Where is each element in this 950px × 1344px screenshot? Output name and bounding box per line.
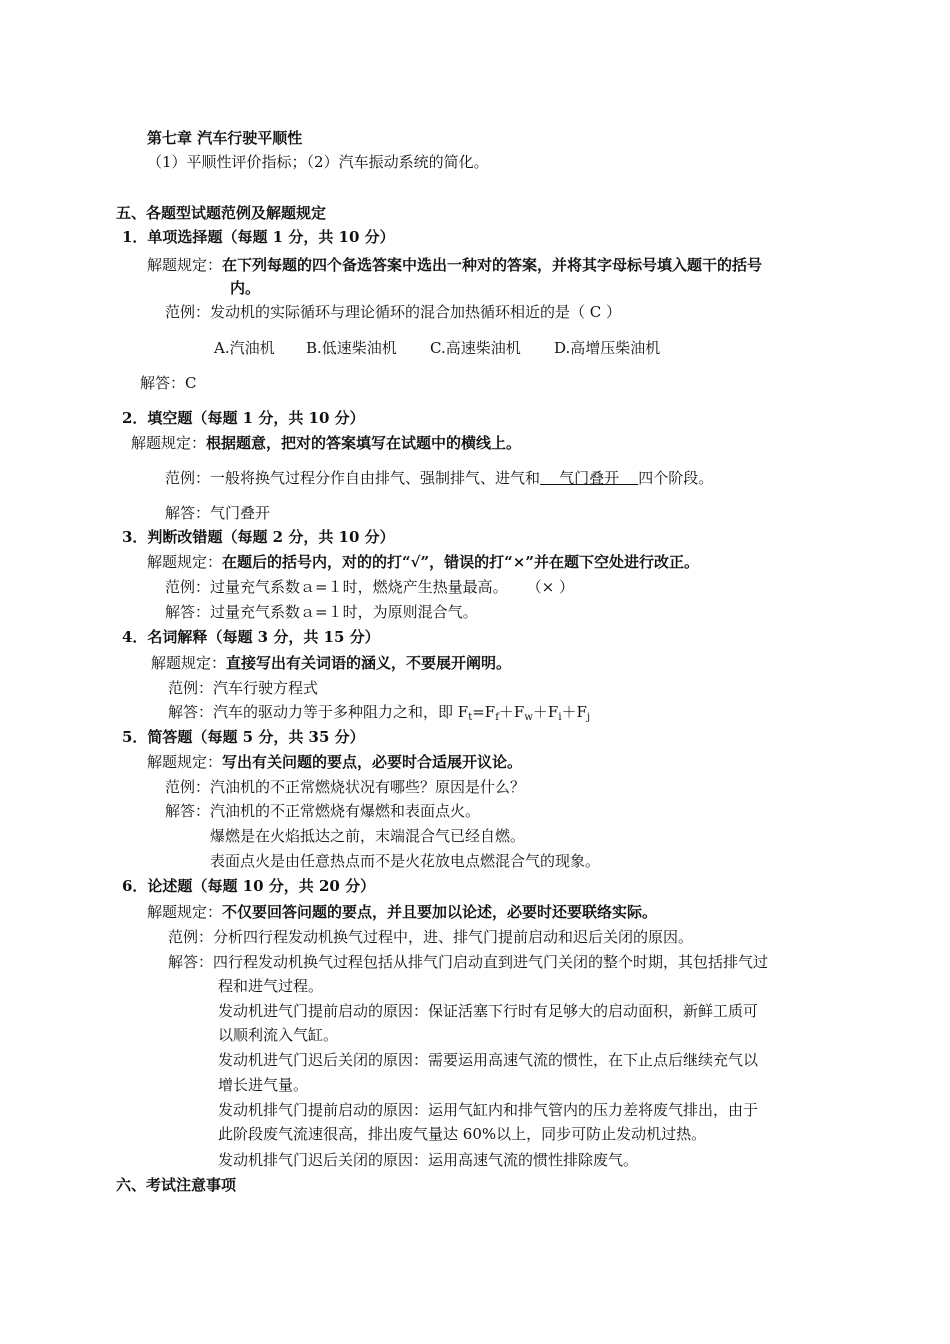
q3-rule-label: 解题规定： — [147, 553, 223, 571]
q2-answer — [165, 503, 270, 523]
q2-example-blank: 气门叠开 — [540, 469, 639, 487]
q1-answer-label: 解答： — [140, 374, 186, 392]
q4-plus1: ＋F — [498, 703, 525, 721]
q1-answer-text: C — [185, 374, 197, 392]
q1-option-d: D.高增压柴油机 — [554, 339, 661, 357]
q5-answer — [165, 801, 480, 821]
q5-rule-label: 解题规定： — [147, 753, 223, 771]
q6-answer-line-7: 发动机排气门提前启动的原因：运用气缸内和排气管内的压力差将废气排出，由于 — [218, 1101, 759, 1119]
q6-answer-text: 四行程发动机换气过程包括从排气门启动直到进气门关闭的整个时期，其包括排气过 — [213, 953, 769, 971]
q4-answer-label: 解答： — [168, 703, 214, 721]
q1-option-c: C.高速柴油机 — [430, 339, 521, 357]
q5-answer-line-3: 表面点火是由任意热点而不是火花放电点燃混合气的现象。 — [210, 852, 601, 870]
q1-example-label: 范例： — [165, 303, 211, 321]
q6-answer-line-5: 发动机进气门迟后关闭的原因：需要运用高速气流的惯性，在下止点后继续充气以 — [218, 1051, 759, 1069]
q4-sub-t: t — [468, 712, 473, 723]
q1-rule-label: 解题规定： — [147, 256, 223, 274]
q4-title: 4．名词解释（每题 3 分，共 15 分） — [122, 628, 380, 646]
q6-answer-line-4: 以顺利流入气缸。 — [218, 1026, 339, 1044]
q4-rule-text: 直接写出有关词语的涵义，不要展开阐明。 — [226, 654, 512, 672]
q3-answer-text: 过量充气系数ａ=１时，为原则混合气。 — [210, 603, 478, 621]
q4-plus2: ＋F — [532, 703, 559, 721]
q6-example-label: 范例： — [168, 928, 214, 946]
q6-example-text: 分析四行程发动机换气过程中，进、排气门提前启动和迟后关闭的原因。 — [213, 928, 694, 946]
q2-rule — [131, 433, 521, 453]
q6-answer-line-8: 此阶段废气流速很高，排出废气量达 60%以上，同步可防止发动机过热。 — [218, 1125, 707, 1143]
q6-answer-line-3: 发动机进气门提前启动的原因：保证活塞下行时有足够大的启动面积，新鲜工质可 — [218, 1002, 759, 1020]
chapter-title: 第七章 汽车行驶平顺性 — [147, 129, 303, 147]
q6-answer-line-9: 发动机排气门迟后关闭的原因：运用高速气流的惯性排除废气。 — [218, 1151, 639, 1169]
q4-sub-i: i — [558, 712, 562, 723]
q3-example-text: 过量充气系数ａ=１时，燃烧产生热量最高。 （× ） — [210, 578, 574, 596]
q5-example-text: 汽油机的不正常燃烧状况有哪些？原因是什么？ — [210, 778, 526, 796]
q4-sub-j: j — [586, 712, 591, 723]
q1-rule-text: 在下列每题的四个备选答案中选出一种对的答案，并将其字母标号填入题干的括号 — [222, 256, 763, 274]
q5-answer-line-2: 爆燃是在火焰抵达之前，末端混合气已经自燃。 — [210, 827, 526, 845]
q4-example-text: 汽车行驶方程式 — [213, 679, 319, 697]
q3-answer — [165, 602, 478, 622]
q2-title: 2．填空题（每题 1 分，共 10 分） — [122, 409, 365, 427]
q4-example-label: 范例： — [168, 679, 214, 697]
q4-sub-w: w — [524, 712, 533, 723]
q4-eq: =F — [472, 703, 496, 721]
section-title: 五、各题型试题范例及解题规定 — [116, 204, 327, 222]
q2-example-post: 四个阶段。 — [638, 469, 714, 487]
q2-example — [165, 468, 713, 488]
q3-example — [165, 577, 574, 597]
q3-example-label: 范例： — [165, 578, 211, 596]
q3-rule-text: 在题后的括号内，对的的打“√”，错误的打“×”并在题下空处进行改正。 — [222, 553, 699, 571]
q5-example-label: 范例： — [165, 778, 211, 796]
q1-title: 1．单项选择题（每题 1 分，共 10 分） — [122, 228, 395, 246]
q6-example — [168, 927, 693, 947]
q2-answer-label: 解答： — [165, 504, 211, 522]
q6-answer-label: 解答： — [168, 953, 214, 971]
q6-rule-label: 解题规定： — [147, 903, 223, 921]
q6-rule — [147, 902, 657, 922]
q4-sub-f: f — [495, 712, 499, 723]
q2-example-pre: 一般将换气过程分作自由排气、强制排气、进气和 — [210, 469, 541, 487]
q5-answer-text: 汽油机的不正常燃烧有爆燃和表面点火。 — [210, 802, 481, 820]
q4-plus3: ＋F — [561, 703, 587, 721]
q1-example — [165, 302, 621, 322]
q5-rule — [147, 752, 522, 772]
q6-title: 6．论述题（每题 10 分，共 20 分） — [122, 877, 376, 895]
q2-rule-label: 解题规定： — [131, 434, 207, 452]
q5-example — [165, 777, 525, 797]
q1-answer — [140, 373, 197, 393]
q4-rule — [151, 653, 511, 673]
q6-rule-text: 不仅要回答问题的要点，并且要加以论述，必要时还要联络实际。 — [222, 903, 658, 921]
q6-answer — [168, 952, 768, 972]
q6-answer-line-6: 增长进气量。 — [218, 1076, 309, 1094]
q3-title: 3．判断改错题（每题 2 分，共 10 分） — [122, 528, 395, 546]
q2-answer-text: 气门叠开 — [210, 504, 271, 522]
q4-answer-pre: 汽车的驱动力等于多种阻力之和，即 F — [213, 703, 469, 721]
q5-answer-label: 解答： — [165, 802, 211, 820]
chapter-topics: （1）平顺性评价指标；（2）汽车振动系统的简化。 — [147, 153, 489, 171]
q2-example-label: 范例： — [165, 469, 211, 487]
q1-example-text: 发动机的实际循环与理论循环的混合加热循环相近的是（ C ） — [210, 303, 622, 321]
q5-rule-text: 写出有关问题的要点，必要时合适展开议论。 — [222, 753, 523, 771]
q1-rule — [147, 255, 762, 275]
q6-answer-line-2: 程和进气过程。 — [218, 977, 324, 995]
q4-answer — [168, 702, 590, 728]
q2-rule-text: 根据题意，把对的答案填写在试题中的横线上。 — [206, 434, 522, 452]
q4-example — [168, 678, 318, 698]
q3-rule — [147, 552, 699, 572]
q5-title: 5．简答题（每题 5 分，共 35 分） — [122, 728, 365, 746]
section6-title: 六、考试注意事项 — [116, 1176, 237, 1194]
q1-option-b: B.低速柴油机 — [306, 339, 397, 357]
q1-option-a: A.汽油机 — [214, 339, 275, 357]
q4-rule-label: 解题规定： — [151, 654, 227, 672]
q1-rule-cont: 内。 — [230, 279, 261, 297]
q3-answer-label: 解答： — [165, 603, 211, 621]
